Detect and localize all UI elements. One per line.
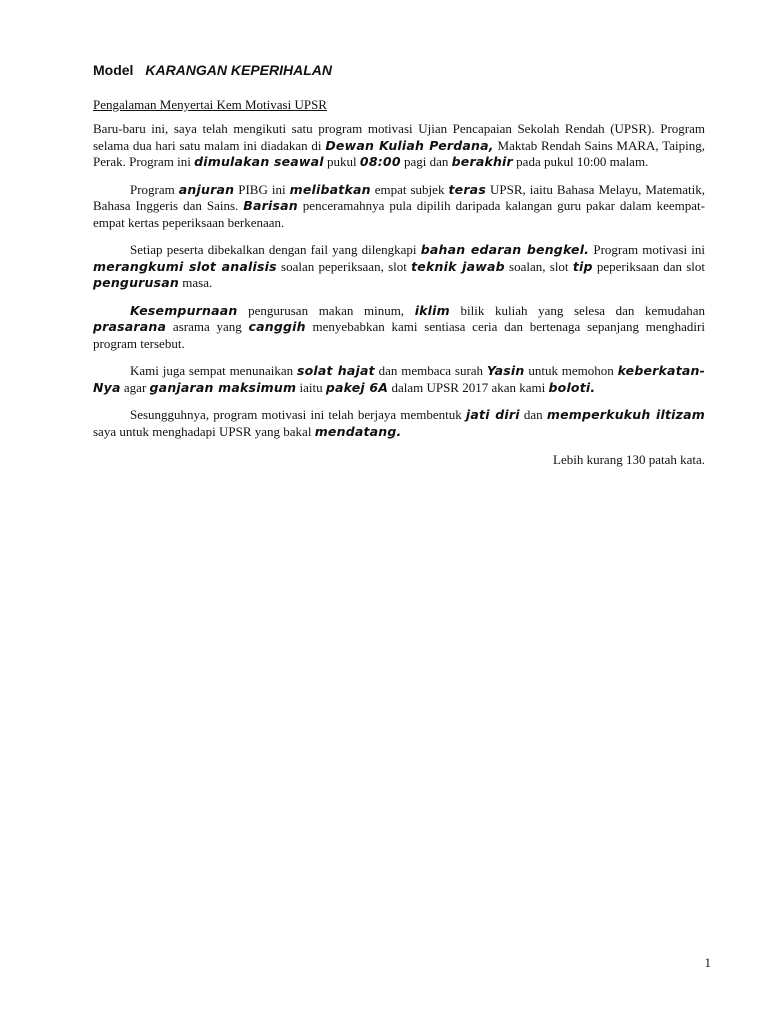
paragraph-text: empat subjek bbox=[370, 181, 449, 197]
paragraph-text: pada pukul 10:00 malam. bbox=[512, 154, 649, 170]
highlighted-phrase: merangkumi slot analisis bbox=[93, 258, 277, 274]
paragraph-text: Kami juga sempat menunaikan bbox=[130, 363, 297, 379]
essay-paragraph bbox=[93, 121, 705, 171]
paragraph-text: pukul bbox=[323, 154, 360, 170]
paragraph-text: dan bbox=[519, 407, 547, 423]
paragraph-text: agar bbox=[120, 379, 150, 395]
highlighted-phrase: jati diri bbox=[465, 407, 520, 423]
paragraph-text: soalan peperiksaan, slot bbox=[276, 258, 412, 274]
highlighted-phrase: boloti. bbox=[548, 379, 596, 395]
paragraph-text: UPSR, iaitu Bahasa Melayu, Matematik, Bahasa Inggeris dan Sains. bbox=[93, 181, 705, 214]
highlighted-phrase: melibatkan bbox=[289, 181, 371, 197]
paragraph-text: asrama yang bbox=[166, 319, 249, 335]
highlighted-phrase: tip bbox=[572, 258, 593, 274]
paragraph-text: Program bbox=[130, 181, 179, 197]
word-count-note: Lebih kurang 130 patah kata. bbox=[553, 452, 705, 468]
highlighted-phrase: anjuran bbox=[178, 181, 235, 197]
highlighted-phrase: dimulakan seawal bbox=[194, 154, 324, 170]
highlighted-phrase: canggih bbox=[248, 319, 306, 335]
paragraph-text: menyebabkan kami sentiasa ceria dan bertenaga sepanjang menghadiri program tersebut. bbox=[93, 319, 705, 351]
highlighted-phrase: pengurusan bbox=[93, 275, 180, 291]
paragraph-text: Baru-baru ini, saya telah mengikuti satu program motivasi Ujian Pencapaian Sekolah Rendah (UPSR). Program selama dua hari satu malam ini diadakan di bbox=[93, 121, 705, 153]
highlighted-phrase: pakej 6A bbox=[325, 379, 389, 395]
highlighted-phrase: prasarana bbox=[93, 319, 167, 335]
paragraph-text: soalan, slot bbox=[504, 258, 573, 274]
paragraph-text: Setiap peserta dibekalkan dengan fail yang dilengkapi bbox=[130, 242, 421, 258]
highlighted-phrase: ganjaran maksimum bbox=[149, 379, 297, 395]
highlighted-phrase: Dewan Kuliah Perdana, bbox=[325, 137, 494, 153]
paragraph-text: pengurusan makan minum, bbox=[237, 302, 415, 318]
paragraph-text: penceramahnya pula dipilih daripada kalangan guru pakar dalam keempat-empat kertas peperiksaan berkenaan. bbox=[93, 198, 705, 230]
document-page bbox=[93, 62, 705, 468]
highlighted-phrase: bahan edaran bengkel. bbox=[420, 242, 590, 258]
essay-title: Pengalaman Menyertai Kem Motivasi UPSR bbox=[93, 96, 327, 112]
paragraph-text: bilik kuliah yang selesa dan kemudahan bbox=[449, 302, 705, 318]
highlighted-phrase: Barisan bbox=[243, 198, 298, 214]
highlighted-phrase: Kesempurnaan bbox=[130, 302, 238, 318]
highlighted-phrase: mendatang. bbox=[314, 423, 402, 439]
highlighted-phrase: teras bbox=[448, 181, 486, 197]
highlighted-phrase: teknik jawab bbox=[411, 258, 505, 274]
essay-paragraph bbox=[93, 182, 705, 232]
paragraph-text: Sesungguhnya, program motivasi ini telah berjaya membentuk bbox=[130, 407, 466, 423]
paragraph-text: masa. bbox=[179, 275, 213, 291]
page-number: 1 bbox=[704, 955, 711, 970]
essay-paragraph bbox=[93, 363, 705, 396]
paragraph-text: dalam UPSR 2017 akan kami bbox=[388, 379, 549, 395]
essay-paragraph bbox=[93, 303, 705, 353]
essay-paragraph bbox=[93, 407, 705, 440]
paragraph-text: saya untuk menghadapi UPSR yang bakal bbox=[93, 423, 315, 439]
highlighted-phrase: berakhir bbox=[451, 154, 513, 170]
highlighted-phrase: solat hajat bbox=[296, 363, 375, 379]
paragraph-text: iaitu bbox=[296, 379, 326, 395]
paragraph-text: untuk memohon bbox=[524, 363, 618, 379]
highlighted-phrase: iklim bbox=[414, 302, 450, 318]
paragraph-text: Maktab Rendah Sains MARA, Taiping, Perak. Program ini bbox=[93, 137, 705, 170]
paragraph-text: dan membaca surah bbox=[374, 363, 487, 379]
heading-model-label: Model bbox=[93, 62, 134, 78]
paragraph-text: PIBG ini bbox=[234, 181, 290, 197]
highlighted-phrase: memperkukuh iltizam bbox=[546, 407, 705, 423]
highlighted-phrase: Yasin bbox=[486, 363, 525, 379]
highlighted-phrase: 08:00 bbox=[359, 154, 401, 170]
paragraph-text: peperiksaan dan slot bbox=[592, 258, 706, 274]
paragraph-text: pagi dan bbox=[400, 154, 452, 170]
highlighted-phrase: keberkatan-Nya bbox=[93, 363, 705, 395]
paragraph-text: Program motivasi ini bbox=[589, 242, 705, 258]
heading-topic: KARANGAN KEPERIHALAN bbox=[145, 62, 333, 78]
essay-body bbox=[93, 121, 705, 440]
essay-paragraph bbox=[93, 242, 705, 292]
document-heading bbox=[93, 62, 705, 79]
